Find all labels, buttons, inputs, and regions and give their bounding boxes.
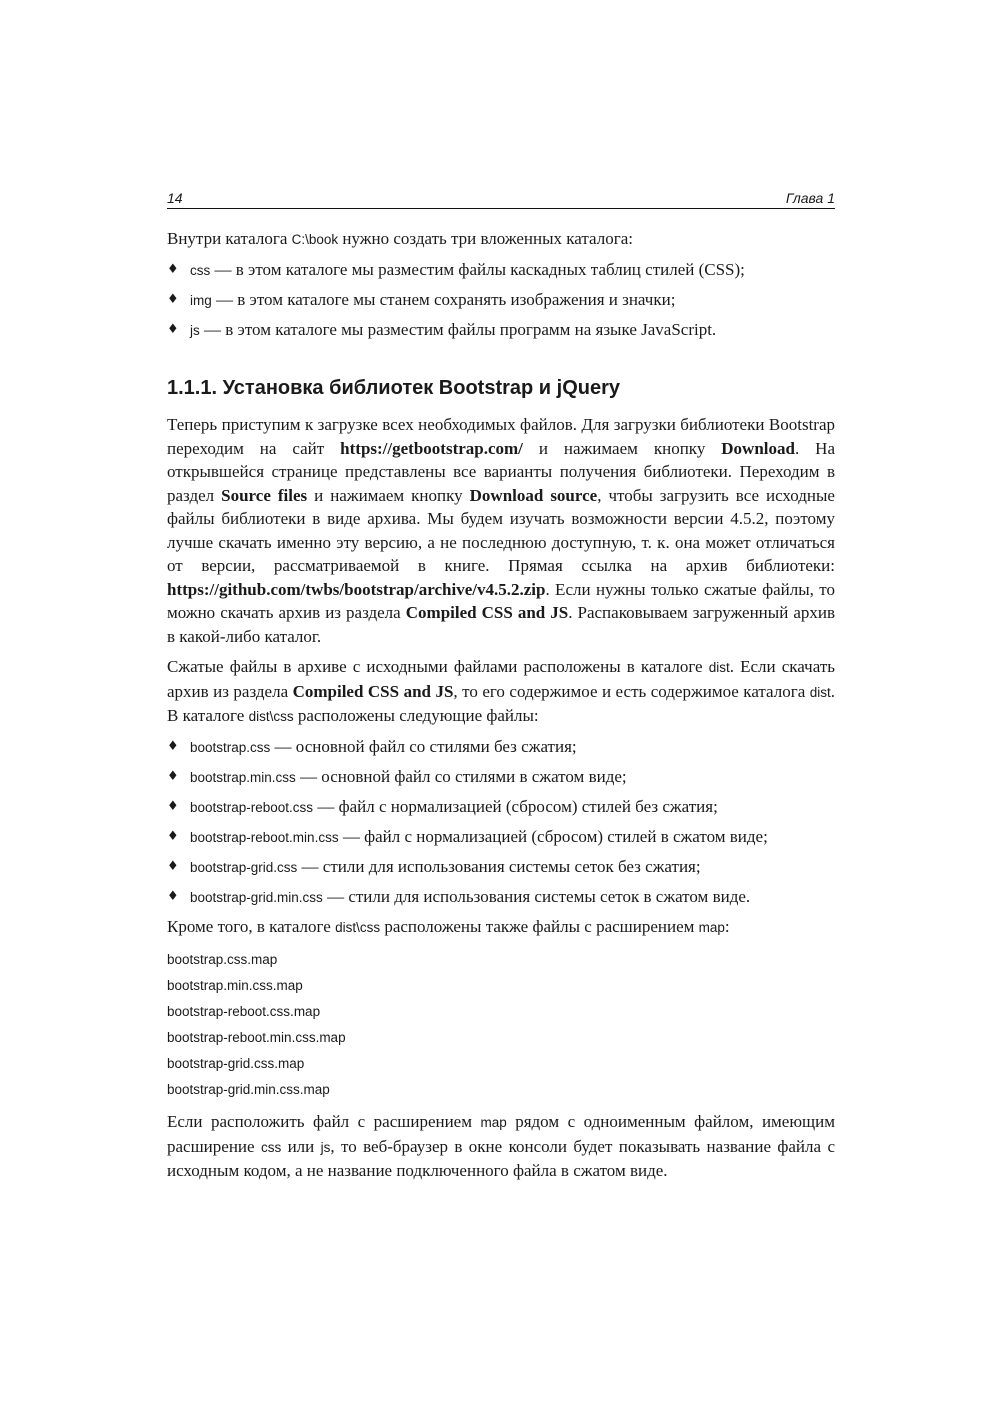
- list-item: ♦ bootstrap-grid.css — стили для использования системы сеток без сжатия;: [167, 855, 835, 879]
- list-item: bootstrap-grid.min.css.map: [167, 1082, 330, 1097]
- bootstrap-site-link[interactable]: https://getbootstrap.com/: [340, 438, 523, 458]
- diamond-bullet-icon: ♦: [167, 768, 179, 784]
- diamond-bullet-icon: ♦: [167, 261, 179, 277]
- list-item: ♦ bootstrap.min.css — основной файл со стилями в сжатом виде;: [167, 765, 835, 789]
- list-item: bootstrap-reboot.min.css.map: [167, 1030, 346, 1045]
- diamond-bullet-icon: ♦: [167, 858, 179, 874]
- list-item: ♦ css — в этом каталоге мы разместим файлы каскадных таблиц стилей (CSS);: [167, 258, 835, 282]
- diamond-bullet-icon: ♦: [167, 828, 179, 844]
- css-file-list: [167, 735, 835, 909]
- list-item: ♦ bootstrap-grid.min.css — стили для использования системы сеток в сжатом виде.: [167, 885, 835, 909]
- folder-list: [167, 258, 835, 342]
- list-item: ♦ bootstrap-reboot.min.css — файл с нормализацией (сбросом) стилей в сжатом виде;: [167, 825, 835, 849]
- path-code: C:\book: [291, 232, 339, 247]
- list-item: bootstrap.css.map: [167, 952, 278, 967]
- diamond-bullet-icon: ♦: [167, 738, 179, 754]
- paragraph-dist: Сжатые файлы в архиве с исходными файлами расположены в каталоге dist. Если скачать архив из раздела Compiled CSS and JS, то его содержимое и есть содержимое каталога dist. В каталоге dist\css расположены следующие файлы:: [167, 657, 835, 725]
- list-item: bootstrap.min.css.map: [167, 978, 303, 993]
- diamond-bullet-icon: ♦: [167, 798, 179, 814]
- map-file-list: [167, 947, 835, 1103]
- paragraph-download: Теперь приступим к загрузке всех необходимых файлов. Для загрузки библиотеки Bootstrap переходим на сайт https://getbootstrap.com/ и нажимаем кнопку Download. На открывшейся странице представлены все варианты получения библиотеки. Переходим в раздел Source files и нажимаем кнопку Download source, чтобы загрузить все исходные файлы библиотеки в виде архива. Мы будем изучать возможности версии 4.5.2, поэтому лучше скачать именно эту версию, а не последнюю доступную, т. к. она может отличаться от версии, рассматриваемой в книге. Прямая ссылка на архив библиотеки: https://github.com/twbs/bootstrap/archive/v4.5.2.zip. Если нужны только сжатые файлы, то можно скачать архив из раздела Compiled CSS and JS. Распаковываем загруженный архив в какой-либо каталог.: [167, 415, 835, 646]
- list-item: ♦ img — в этом каталоге мы станем сохранять изображения и значки;: [167, 288, 835, 312]
- section-title: 1.1.1. Установка библиотек Bootstrap и jQuery: [167, 377, 621, 399]
- diamond-bullet-icon: ♦: [167, 291, 179, 307]
- page-number: 14: [167, 190, 183, 206]
- paragraph-map: Кроме того, в каталоге dist\css расположены также файлы с расширением map:: [167, 916, 730, 936]
- list-item: ♦ bootstrap.css — основной файл со стилями без сжатия;: [167, 735, 835, 759]
- diamond-bullet-icon: ♦: [167, 888, 179, 904]
- list-item: bootstrap-grid.css.map: [167, 1056, 305, 1071]
- page-header: [167, 186, 835, 209]
- paragraph-map-usage: Если расположить файл с расширением map рядом с одноименным файлом, имеющим расширение css или js, то веб-браузер в окне консоли будет показывать название файла с исходным кодом, а не название подключенного файла в сжатом виде.: [167, 1112, 835, 1180]
- intro-paragraph: Внутри каталога C:\book нужно создать три вложенных каталога:: [167, 229, 633, 248]
- diamond-bullet-icon: ♦: [167, 321, 179, 337]
- archive-link[interactable]: https://github.com/twbs/bootstrap/archive/v4.5.2.zip: [167, 579, 546, 599]
- book-page: [167, 186, 835, 1183]
- chapter-label: Глава 1: [785, 190, 835, 206]
- list-item: bootstrap-reboot.css.map: [167, 1004, 321, 1019]
- list-item: ♦ bootstrap-reboot.css — файл с нормализацией (сбросом) стилей без сжатия;: [167, 795, 835, 819]
- list-item: ♦ js — в этом каталоге мы разместим файлы программ на языке JavaScript.: [167, 318, 835, 342]
